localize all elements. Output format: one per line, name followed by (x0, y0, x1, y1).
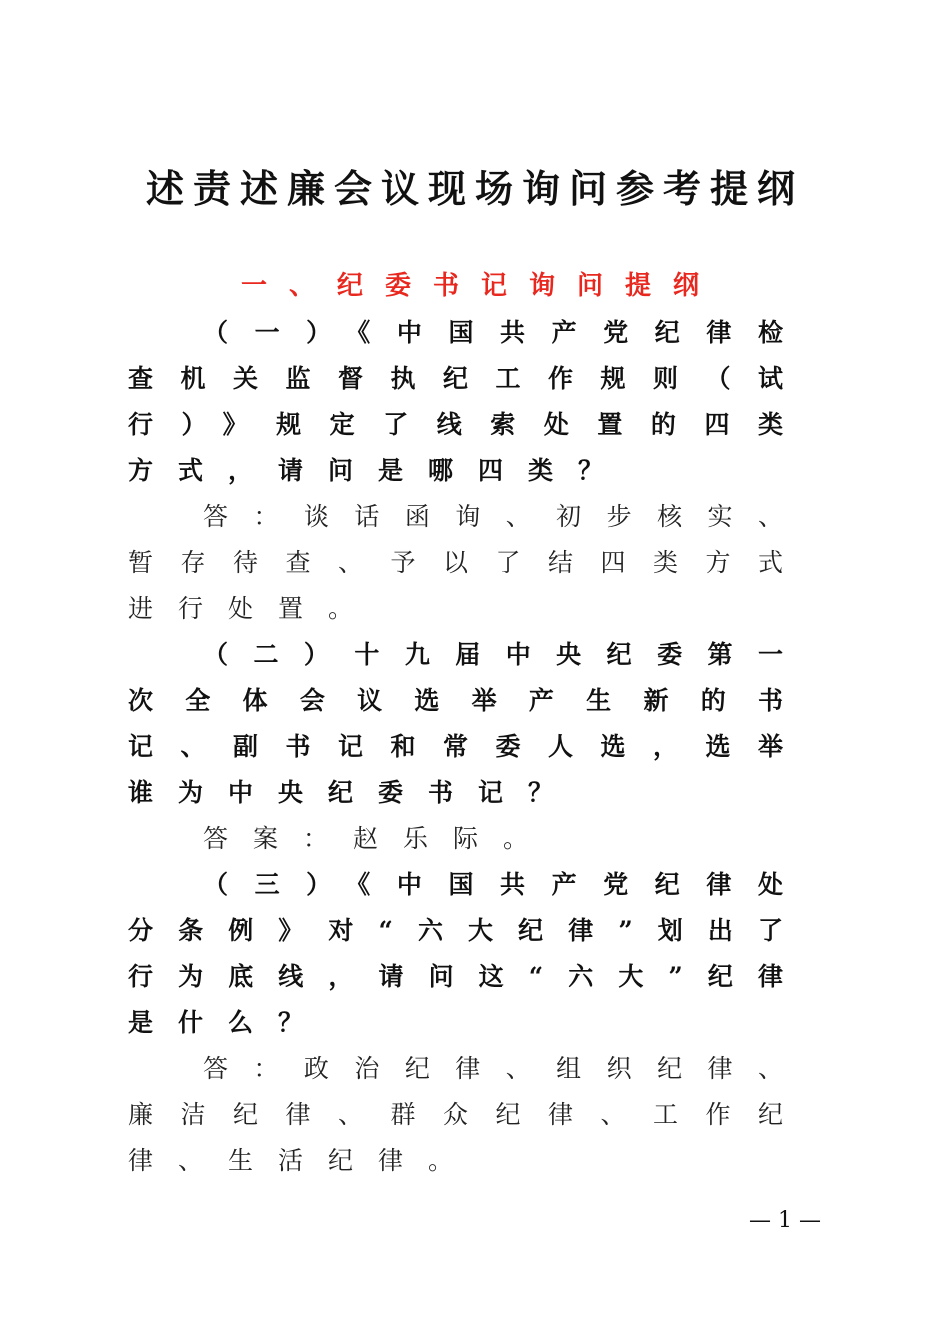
answer-paragraph: 答：政治纪律、组织纪律、廉洁纪律、群众纪律、工作纪律、生活纪律。 (128, 1054, 808, 1175)
question-paragraph: （三）《中国共产党纪律处分条例》对“六大纪律”划出了行为底线，请问这“六大”纪律是什么？ (128, 870, 808, 1037)
section-heading: 一、纪委书记询问提纲 (240, 271, 721, 301)
answer-paragraph: 答案：赵乐际。 (203, 824, 554, 853)
document-title: 述责述廉会议现场询问参考提纲 (145, 166, 804, 211)
page-number: — 1 — (749, 1208, 821, 1233)
document-body (128, 310, 808, 1184)
question-paragraph: （一）《中国共产党纪律检查机关监督执纪工作规则（试行）》规定了线索处置的四类方式，请问是哪四类？ (128, 318, 808, 485)
question-paragraph: （二）十九届中央纪委第一次全体会议选举产生新的书记、副书记和常委人选，选举谁为中央纪委书记？ (128, 640, 808, 807)
answer-paragraph: 答：谈话函询、初步核实、暂存待查、予以了结四类方式进行处置。 (128, 502, 808, 623)
